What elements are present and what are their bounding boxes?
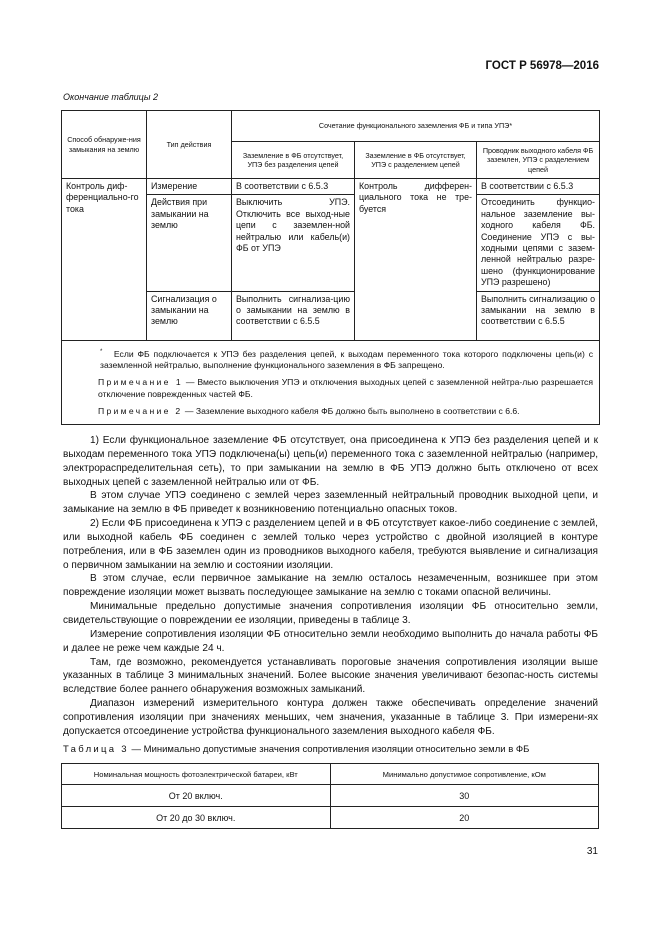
cell-power: От 20 до 30 включ. <box>62 807 331 829</box>
cell-resistance: 20 <box>330 807 599 829</box>
header-sub2: Заземление в ФБ отсутствует, УПЭ с разделением цепей <box>355 142 477 179</box>
note-2-text: — Заземление выходного кабеля ФБ должно быть выполнено в соответствии с 6.6. <box>184 405 520 416</box>
cell-power: От 20 включ. <box>62 785 331 807</box>
header-combination: Сочетание функционального заземления ФБ и типа УПЭ* <box>232 111 600 142</box>
cell-sub2-merged: Контроль дифферен-циального тока не тре-буется <box>355 179 477 341</box>
table-2 <box>61 110 600 425</box>
paragraph: 2) Если ФБ присоединена к УПЭ с разделением цепей и в ФБ отсутствует какое-либо соединение с землей, или выходной кабель ФБ соединен с землей только через устройство с двойной изоляцией в контуре потребления, или в ФБ заземлен один из проводников выходного кабеля, требуются выявление и сигнализация о первичном замыкании на землю и состоянии изоляции. <box>63 518 598 571</box>
standard-number: ГОСТ Р 56978—2016 <box>485 60 599 72</box>
header-rated-power: Номинальная мощность фотоэлектрической батареи, кВт <box>62 764 331 785</box>
table3-caption <box>63 744 529 755</box>
row-label-differential-current: Контроль диф-ференциально-го тока <box>62 179 147 341</box>
page-number: 31 <box>586 846 598 857</box>
action-type: Сигнализация о замыкании на землю <box>147 291 232 340</box>
paragraph: 1) Если функциональное заземление ФБ отсутствует, она присоединена к УПЭ без разделения цепей и к выходам переменного тока УПЭ подключена(ы) цепь(и) переменного тока с заземленной нейтралью (например, электрораспределительная сеть), то при замыкании на землю в ФБ УПЭ должно быть отключено от всех выходных цепей с заземленной нейтралью или от ФБ. <box>63 435 598 488</box>
cell-sub1: В соответствии с 6.5.3 <box>232 179 355 195</box>
cell-resistance: 30 <box>330 785 599 807</box>
header-detection-method: Способ обнаруже-ния замыкания на землю <box>62 111 147 179</box>
cell-sub1: Выключить УПЭ. Отключить все выход-ные цепи с заземлен-ной нейтралью или кабель(и) ФБ от УПЭ <box>232 195 355 291</box>
table-3 <box>61 763 599 829</box>
header-sub3: Проводник выходного кабеля ФБ заземлен, УПЭ с разделением цепей <box>477 142 600 179</box>
paragraph: Там, где возможно, рекомендуется устанавливать пороговые значения сопротивления изоляции выше указанных в таблице 3 минимальных значений. Более высокие значения увеличивают безопас-ность системы вследствие более раннего обнаружения возможных замыканий. <box>63 656 598 696</box>
body-text <box>63 434 598 739</box>
paragraph: В этом случае УПЭ соединено с землей через заземленный нейтральный проводник выходной цепи, и замыкание на землю в ФБ приведет к возникновению потенциально опасных токов. <box>63 490 598 516</box>
table-row <box>62 179 600 195</box>
note-1-label: Примечание 1 <box>98 377 184 388</box>
table3-title: — Минимально допустимые значения сопротивления изоляции относительно земли в ФБ <box>131 744 530 755</box>
cell-sub3: Выполнить сигнализацию о замыкании на землю в соответствии с 6.5.5 <box>477 291 600 340</box>
note-1-text: — Вместо выключения УПЭ и отключения выходных цепей с заземленной нейтра-лью разрешается отключение поврежденных частей ФБ. <box>98 377 594 399</box>
table-row <box>62 807 599 829</box>
footnote: * Если ФБ подключается к УПЭ без разделения цепей, к выходам переменного тока которого подключены цепь(и) с заземленной нейтралью, выполнение функционального заземления в ФБ запрещено. <box>100 348 593 371</box>
note-2-label: Примечание 2 <box>98 405 183 416</box>
header-min-resistance: Минимально допустимое сопротивление, кОм <box>330 764 599 785</box>
table2-caption: Окончание таблицы 2 <box>63 92 158 102</box>
paragraph: Диапазон измерений измерительного контура должен также обеспечивать определение значений сопротивления изоляции при значениях меньших, чем значения, указанные в таблице 3. При измерени-ях допускается отсоединение устройства функционального заземления выходного кабеля ФБ. <box>63 698 598 737</box>
action-type: Действия при замыкании на землю <box>147 195 232 291</box>
paragraph: Минимальные предельно допустимые значения сопротивления изоляции ФБ относительно земли, свидетельствующие о повреждении ее изоляции, приведены в таблице 3. <box>63 601 598 626</box>
header-sub1: Заземление в ФБ отсутствует, УПЭ без разделения цепей <box>232 142 355 179</box>
cell-sub3: Отсоединить функцио-нальное заземление вы-ходного кабеля ФБ. Соединение УПЭ с вы-ходными цепями с зазем-ленной нейтралью разре-шено (функционирование УПЭ разрешено) <box>477 195 600 291</box>
note-1 <box>68 377 593 401</box>
table2-notes <box>62 340 600 424</box>
table3-label: Таблица 3 <box>63 744 129 755</box>
paragraph: Измерение сопротивления изоляции ФБ относительно земли необходимо выполнить до начала работы ФБ и далее не реже чем каждые 24 ч. <box>63 628 598 654</box>
cell-sub3: В соответствии с 6.5.3 <box>477 179 600 195</box>
action-type: Измерение <box>147 179 232 195</box>
cell-sub1: Выполнить сигнализа-цию о замыкании на землю в соответствии с 6.5.5 <box>232 291 355 340</box>
header-action-type: Тип действия <box>147 111 232 179</box>
note-2 <box>68 406 593 418</box>
footnote-mark: * <box>100 348 103 355</box>
paragraph: В этом случае, если первичное замыкание на землю осталось незамеченным, возникшее при этом повреждение изоляции может вызвать последующее замыкание на землю с токами опасной величины. <box>63 573 598 599</box>
table-row <box>62 785 599 807</box>
